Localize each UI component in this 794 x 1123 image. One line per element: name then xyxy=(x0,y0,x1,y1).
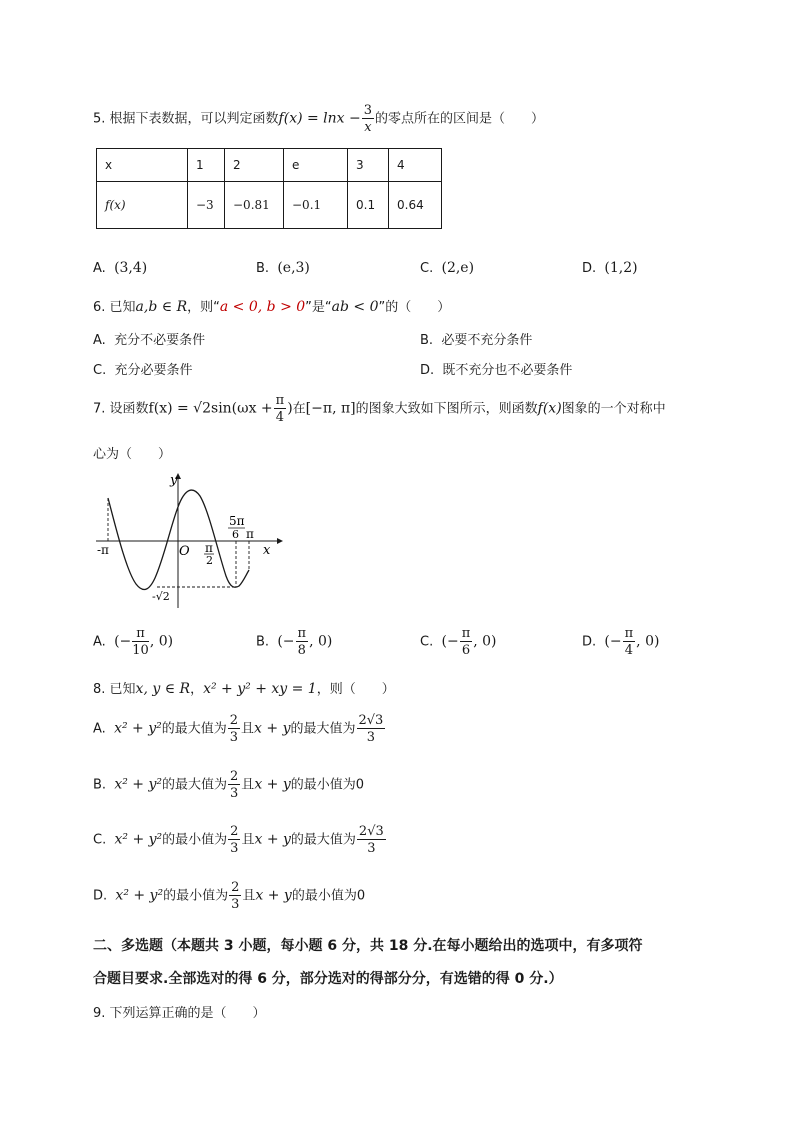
q7-option-c[interactable]: C. (− $\frac{\pi}{6}$ , 0) xyxy=(420,626,497,658)
q7-option-b[interactable]: B. (− $\frac{\pi}{8}$ , 0) xyxy=(256,626,333,658)
q6-stem: 6. 已知a,b ∈ R，则“a < 0, b > 0”是“ab < 0”的（ ） xyxy=(93,299,451,315)
q9-stem: 9. 下列运算正确的是（ ） xyxy=(93,1006,266,1021)
five-six-den: 6 xyxy=(232,528,239,541)
neg-pi-label: -π xyxy=(97,543,109,557)
five-six-num: 5π xyxy=(229,514,245,528)
q5-option-a[interactable]: A. (3,4) xyxy=(93,260,148,276)
q7-option-d[interactable]: D. (− $\frac{\pi}{4}$ , 0) xyxy=(582,626,660,658)
y-label: y xyxy=(170,473,178,488)
q7-stem: 7. 设函数f(x) = √2sin(ωx + $\frac{\pi}{4}$ )在[−π, π]的图象大致如下图所示，则函数f(x)图象的一个对称中 xyxy=(93,393,666,425)
q8-option-c[interactable]: C. x² + y²的最小值为 $\frac{2}{3}$ 且x + y的最大值为 $\frac{2√3}{3}$ xyxy=(93,824,384,856)
q6-option-d[interactable]: D. 既不充分也不必要条件 xyxy=(420,363,573,378)
x-label: x xyxy=(263,543,271,558)
q5-stem: 5. 根据下表数据，可以判定函数f(x) = lnx − $\frac{3}{x}$ 的零点所在的区间是（ ） xyxy=(93,103,545,135)
q8-option-b[interactable]: B. x² + y²的最大值为 $\frac{2}{3}$ 且x + y的最小值为0 xyxy=(93,769,365,801)
fraction: $\frac{\pi}{4}$ xyxy=(275,393,285,425)
q8-option-a[interactable]: A. x² + y²的最大值为 $\frac{2}{3}$ 且x + y的最大值为 $\frac{2√3}{3}$ xyxy=(93,713,384,745)
pi-label: π xyxy=(246,527,254,541)
q6-option-b[interactable]: B. 必要不充分条件 xyxy=(420,333,533,348)
q5-option-c[interactable]: C. (2,e) xyxy=(420,260,475,276)
q5-option-b[interactable]: B. (e,3) xyxy=(256,260,310,276)
pi-half-den: 2 xyxy=(206,554,213,567)
section-heading: 二、多选题（本题共 3 小题，每小题 6 分，共 18 分.在每小题给出的选项中，有多项符 xyxy=(93,938,643,954)
table-row: f(x) −3 −0.81 −0.1 0.1 0.64 xyxy=(97,182,442,229)
x-axis-arrow xyxy=(277,538,283,544)
q8-option-d[interactable]: D. x² + y²的最小值为 $\frac{2}{3}$ 且x + y的最小值为0 xyxy=(93,880,366,912)
section-heading-line2: 合题目要求.全部选对的得 6 分，部分选对的得部分分，有选错的得 0 分.） xyxy=(93,971,563,987)
data-table xyxy=(96,148,442,229)
q7-option-a[interactable]: A. (− $\frac{\pi}{10}$ , 0) xyxy=(93,626,174,658)
origin-label: O xyxy=(179,544,190,559)
q6-option-a[interactable]: A. 充分不必要条件 xyxy=(93,333,206,348)
q8-stem: 8. 已知x, y ∈ R，x² + y² + xy = 1，则（ ） xyxy=(93,681,395,697)
pi-half-num: π xyxy=(205,541,213,555)
neg-root2-label: -√2 xyxy=(152,590,170,603)
q6-option-c[interactable]: C. 充分必要条件 xyxy=(93,363,193,378)
fraction: $\frac{3}{x}$ xyxy=(363,103,373,135)
q5-option-d[interactable]: D. (1,2) xyxy=(582,260,638,276)
q7-stem-line2: 心为（ ） xyxy=(93,447,172,462)
sine-graph xyxy=(92,470,292,615)
table-row: x 1 2 e 3 4 xyxy=(97,149,442,182)
